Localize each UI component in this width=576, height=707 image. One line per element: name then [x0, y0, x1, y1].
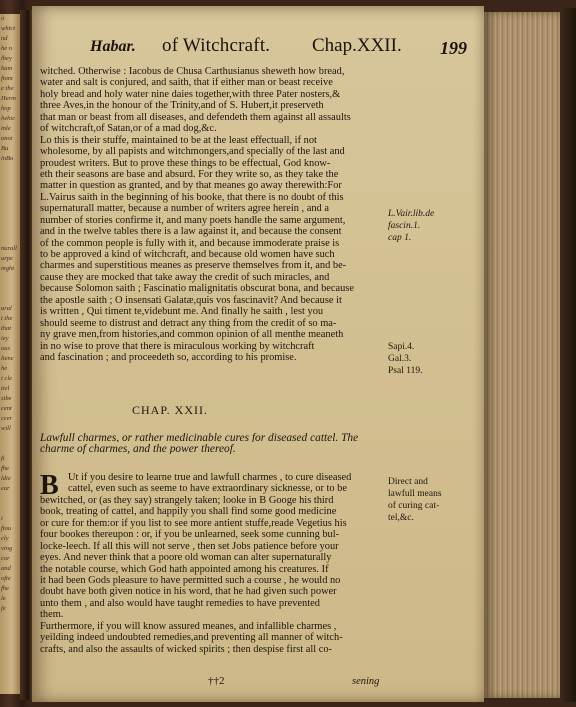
text-line: yeilding indeed undoubted remedies,and preventing all manner of witch- [40, 632, 343, 644]
page-edges [484, 12, 560, 698]
text-line: is written , Qui timent te,videbunt me. And finally he saith , lest you [40, 306, 324, 318]
text-line: crafts, and also the assaults of wicked spirits ; then despise first all co- [40, 643, 333, 655]
left-page-fragment: will [1, 425, 11, 432]
text-line: eyes. And never think that a poore old woman can alter supernaturally [40, 552, 332, 564]
text-line: eth their seasons are base and absurd. For they write so, as they take the [40, 168, 339, 180]
text-line: to be approved a kind of witchcraft, and because old women have such [40, 249, 335, 260]
text-line: should seeme to distrust and detract any thing from the credit of so ma- [40, 317, 337, 329]
text-line: because Solomon saith ; Fascinatio malignitatis obscurat bona, and because [40, 283, 354, 295]
text-line: cause they are mocked that take away the credit of such miracles, and [40, 271, 330, 283]
left-page-fragment [1, 504, 19, 514]
text-line: witched. Otherwise : Iacobus de Chusa Carthusianus sheweth how bread, [40, 66, 345, 77]
text-line: locke-leech. If all this will not serve , then set Jobs patience before your [40, 540, 339, 552]
left-page-fragment [1, 494, 19, 504]
left-page-fragment: ftom [1, 75, 13, 82]
left-page-fragment: he [1, 365, 8, 372]
marginal-note-line: Gal.3. [388, 354, 412, 364]
text-line: unto them , and also would have taught remedies to have prevented [40, 597, 320, 609]
left-page-fragment: onoi [1, 135, 13, 142]
text-line: and in the twelve tables there is a law against it, and because the consent [40, 226, 342, 238]
left-page-fragment: fiou [1, 525, 12, 532]
text-line: supernaturall matter, because a number of writers agree herein , and a [40, 203, 329, 215]
text-line: or cure for them:or if you list to see more antient stuffe,reade Vegetius his [40, 517, 347, 529]
text-line: proudest writers. But to prove these things to be effectual, God know- [40, 157, 331, 169]
left-page-fragment [1, 234, 19, 244]
left-page-fragment: hop [1, 105, 11, 112]
text-line: wholesome, by all papists and witchmongers,and specially of the last and [40, 146, 345, 158]
text-line: doubt have both given notice in his word, that he had given such power [40, 586, 337, 598]
catchword: sening [352, 676, 380, 687]
text-line: it had been Gods pleasure to have permitted such a course , he would no [40, 574, 341, 586]
text-line: Furthermore, if you will know assured meanes, and infallible charmes , [40, 620, 337, 632]
chapter-heading: CHAP. XXII. [132, 403, 209, 417]
marginal-note-line: of curing cat- [388, 501, 440, 511]
left-page-fragment [1, 214, 19, 224]
text-line: book, treating of cattel, and happily you shall find some good medicine [40, 506, 337, 518]
left-page-fragment: Herm [1, 95, 16, 102]
left-page-fragment: ldie [1, 475, 11, 482]
left-page-fragment: lwhic [1, 115, 16, 122]
text-line: Lo this is their stuffe, maintained to be at the least effectuall, if not [40, 134, 317, 146]
left-page-fragment: sibe [1, 395, 12, 402]
left-page-fragment: urpe [1, 255, 13, 262]
text-line: cattel, even such as seeme to have extraordinary sicknesse, or to be [68, 483, 347, 495]
page-number: 199 [440, 38, 467, 58]
left-page-fragment: t the [1, 315, 13, 322]
paragraph-3 [40, 472, 390, 655]
left-page-fragment: cly [1, 535, 9, 542]
running-head-left: Habar. [90, 38, 136, 55]
marginal-note-line: tel,&c. [388, 513, 414, 523]
text-line: in no wise to prove that there is miraculous working by witchcraft [40, 340, 315, 352]
left-page-fragment [1, 164, 19, 174]
marginal-note-line: Psal 119. [388, 366, 423, 376]
marginal-note-lawful-means [388, 476, 442, 524]
left-page-fragment: and [1, 565, 11, 572]
marginal-note-line: Direct and [388, 477, 428, 487]
left-page-fragment [1, 284, 19, 294]
text-line: that man or beast from all diseases, and defendeth them against all assaults [40, 111, 351, 123]
left-page-fragment: fhe [1, 585, 9, 592]
text-line: four bookes thereupon : or, if you be unlearned, seek some cunning bul- [40, 529, 340, 541]
marginal-note-line: cap 1. [388, 233, 412, 243]
left-page-fragment [1, 204, 19, 214]
left-page-fragment: ving [1, 545, 13, 552]
text-line: matter in question as granted, and by that meanes go away therewith:For [40, 180, 342, 192]
left-page-fragment [1, 224, 19, 234]
left-page-fragment: ural [1, 305, 12, 312]
left-page-edge [0, 14, 20, 694]
text-line: L.Vairus saith in the beginning of his booke, that there is no doubt of this [40, 191, 344, 203]
left-page-fragment: lienc [1, 355, 14, 362]
left-page-fragment: Bu [1, 145, 9, 152]
text-line: the apostle saith ; O insensati Galatæ,quis vos fascinavit? And because it [40, 294, 342, 306]
left-page-fragment [1, 434, 19, 444]
marginal-note-vairus [388, 208, 434, 244]
marginal-note-line: Sapi.4. [388, 342, 415, 352]
left-page-fragment [1, 444, 19, 454]
left-page-fragment: fi [1, 455, 5, 462]
left-page-fragment: lbey [1, 55, 12, 62]
text-line: ny grave men,from histories,and common opinion of all menthe meaneth [40, 329, 344, 341]
left-page-fragment: fe [1, 605, 6, 612]
left-page-fragment: ous [1, 345, 11, 352]
text-line: number of stories confirme it, and many poets handle the same argument, [40, 214, 346, 226]
left-page-fragment: ear [1, 485, 10, 492]
text-line: three Aves,in the honour of the Trinity,and of S. Hubert,it preserveth [40, 100, 324, 112]
text-line: of witchcraft,of Satan,or of a mad dog,&c. [40, 123, 217, 135]
left-page-fragment: fhe [1, 465, 9, 472]
left-page-fragment [1, 194, 19, 204]
drop-cap: B [40, 470, 59, 501]
text-line: of the common people is fully with it, and because immoderate praise is [40, 237, 340, 249]
running-header [42, 34, 480, 64]
text-line: them. [40, 609, 64, 621]
left-page-fragment: mght [1, 265, 14, 272]
left-page-fragment: ofte [1, 575, 11, 582]
text-line: charmes and superstitious meanes as preserve themselves from it, and be- [40, 260, 347, 272]
left-page-text-fragments [1, 14, 19, 614]
paragraph-2 [40, 135, 385, 364]
paragraph-1 [40, 66, 385, 135]
text-line: the notable course, which God hath appointed among his creatures. If [40, 563, 329, 575]
left-page-fragment: ò [1, 15, 5, 22]
left-page-fragment: inBo [1, 155, 14, 162]
left-page-fragment: cor [1, 555, 10, 562]
subheading-line: charme of charmes, and the power thereof. [40, 443, 236, 454]
left-page-fragment: i cle [1, 375, 13, 382]
text-line: and fascination ; and proceedeth so, according to his promise. [40, 351, 297, 363]
marginal-note-line: lawfull means [388, 489, 442, 499]
left-page-fragment: he n [1, 45, 13, 52]
left-page-fragment: cent [1, 405, 12, 412]
chapter-subheading [40, 431, 390, 454]
left-page-fragment: nd [1, 35, 8, 42]
left-page-fragment: inle [1, 125, 11, 132]
left-page-fragment [1, 274, 19, 284]
left-page-fragment [1, 174, 19, 184]
left-page-fragment: nurall [1, 245, 17, 252]
left-page-fragment: i [1, 515, 3, 522]
body-text-top [40, 66, 385, 363]
text-line: Ut if you desire to learne true and lawfull charmes , to cure diseased [68, 472, 352, 483]
left-page-fragment: ham [1, 65, 13, 72]
running-head-title: of Witchcraft. [162, 35, 271, 56]
text-line: holy bread and holy water nine daies together,with three Pater nosters,& [40, 88, 341, 100]
text-line: bewitched, or (as they say) strangely taken; looke in B Googe his third [40, 494, 334, 506]
left-page-fragment: whict [1, 25, 16, 32]
left-page-fragment [1, 184, 19, 194]
marginal-note-line: L.Vair.lib.de [388, 209, 435, 219]
left-page-fragment: that [1, 325, 12, 332]
book-cover-edge [560, 8, 576, 702]
book-page [32, 6, 484, 702]
left-page-fragment: iey [1, 335, 9, 342]
subheading-line: Lawfull charmes, or rather medicinable cures for diseased cattel. The [40, 432, 359, 443]
signature-mark: ††2 [208, 675, 225, 687]
left-page-fragment: tiel [1, 385, 10, 392]
marginal-note-line: fascin.1. [388, 221, 421, 231]
running-head-chapter: Chap.XXII. [312, 35, 402, 56]
left-page-fragment [1, 294, 19, 304]
marginal-note-scripture [388, 341, 422, 377]
text-line: water and salt is conjured, and saith, that if either man or beast receive [40, 77, 333, 89]
left-page-fragment: ccer [1, 415, 13, 422]
left-page-fragment: le [1, 595, 6, 602]
left-page-fragment: e the [1, 85, 14, 92]
